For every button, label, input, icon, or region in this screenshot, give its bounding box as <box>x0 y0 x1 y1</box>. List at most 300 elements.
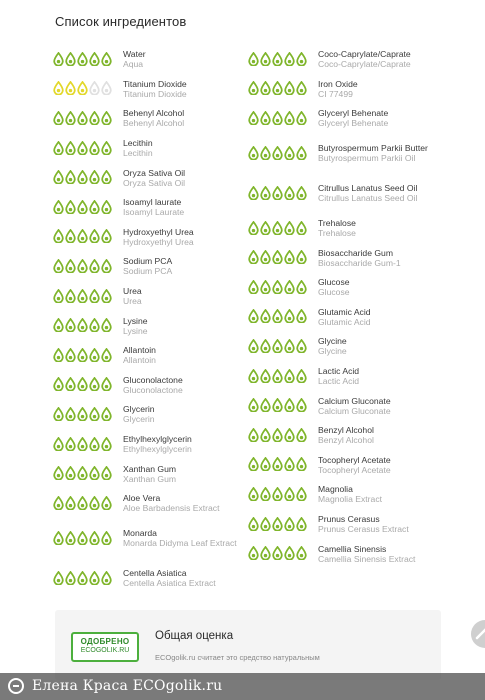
drop-icon <box>272 487 283 501</box>
drop-icon <box>77 111 88 125</box>
drop-icon <box>53 407 64 421</box>
ingredient-rating <box>248 280 318 294</box>
drop-icon <box>272 546 283 560</box>
drop-icon <box>89 318 100 332</box>
drop-icon <box>272 517 283 531</box>
ingredient-name: Citrullus Lanatus Seed Oil <box>318 183 418 194</box>
drop-icon <box>101 571 112 585</box>
ingredient-rating <box>248 546 318 560</box>
drop-icon <box>272 309 283 323</box>
drop-icon <box>65 531 76 545</box>
ingredient-name: Iron Oxide <box>318 78 358 89</box>
drop-icon <box>101 377 112 391</box>
drop-icon <box>89 407 100 421</box>
ingredient-rating <box>53 229 123 243</box>
ingredient-names <box>123 78 187 99</box>
ingredient-inci: Glycerin <box>123 414 155 425</box>
ingredient-rating <box>53 81 123 95</box>
drop-icon <box>248 546 259 560</box>
drop-icon <box>77 407 88 421</box>
drop-icon <box>53 200 64 214</box>
drop-icon <box>101 259 112 273</box>
drop-icon <box>284 339 295 353</box>
drop-icon <box>101 170 112 184</box>
drop-icon <box>296 111 307 125</box>
ingredient-names <box>123 433 192 454</box>
ingredient-row[interactable] <box>248 479 438 509</box>
drop-icon <box>77 289 88 303</box>
ingredient-names <box>318 395 391 416</box>
ingredient-row[interactable] <box>248 242 438 272</box>
ingredient-rating <box>248 457 318 471</box>
drop-icon <box>65 289 76 303</box>
drop-icon <box>89 52 100 66</box>
drop-icon <box>65 377 76 391</box>
ingredient-name: Behenyl Alcohol <box>123 108 185 119</box>
drop-icon <box>101 111 112 125</box>
ingredient-row[interactable] <box>248 74 438 104</box>
ingredient-names <box>123 196 184 217</box>
ingredient-name: Titanium Dioxide <box>123 78 187 89</box>
drop-icon <box>89 496 100 510</box>
drop-icon <box>65 170 76 184</box>
drop-icon <box>89 200 100 214</box>
ingredient-name: Magnolia <box>318 484 353 495</box>
drop-icon <box>65 318 76 332</box>
drop-icon <box>77 170 88 184</box>
ingredient-names <box>318 365 359 386</box>
ingredient-name: Tocopheryl Acetate <box>318 454 391 465</box>
ingredient-row[interactable] <box>53 103 248 133</box>
drop-icon <box>284 428 295 442</box>
ingredient-inci: Glyceryl Behenate <box>318 118 389 129</box>
drop-icon <box>272 250 283 264</box>
drop-icon <box>296 186 307 200</box>
drop-icon <box>89 348 100 362</box>
drop-icon <box>53 437 64 451</box>
ingredient-row[interactable] <box>248 173 438 213</box>
ingredient-name: Allantoin <box>123 345 156 356</box>
ingredient-row[interactable] <box>248 272 438 302</box>
ingredient-row[interactable] <box>248 44 438 74</box>
ingredient-rating <box>53 200 123 214</box>
drop-icon <box>284 369 295 383</box>
ingredient-names <box>318 335 347 356</box>
ingredient-names <box>123 48 146 69</box>
drop-icon <box>296 546 307 560</box>
drop-icon <box>272 369 283 383</box>
drop-icon <box>284 52 295 66</box>
ingredient-inci: Lactic Acid <box>318 376 360 387</box>
drop-icon <box>248 250 259 264</box>
ingredient-row[interactable] <box>53 192 248 222</box>
ingredient-row[interactable] <box>53 458 248 488</box>
drop-icon <box>53 531 64 545</box>
drop-icon <box>89 466 100 480</box>
ingredient-name: Glyceryl Behenate <box>318 108 389 119</box>
ingredient-row[interactable] <box>53 370 248 400</box>
drop-icon <box>89 229 100 243</box>
ingredient-inci: Glucose <box>318 287 350 298</box>
drop-icon <box>296 339 307 353</box>
ingredient-names <box>318 483 382 504</box>
drop-icon <box>101 348 112 362</box>
ingredient-row[interactable] <box>53 44 248 74</box>
ingredient-row[interactable] <box>53 310 248 340</box>
ingredient-rating <box>53 348 123 362</box>
drop-icon <box>260 339 271 353</box>
drop-icon <box>53 259 64 273</box>
ingredient-name: Lecithin <box>123 138 153 149</box>
ingredient-name: Aloe Vera <box>123 493 161 504</box>
drop-icon <box>89 259 100 273</box>
drop-icon <box>260 428 271 442</box>
drop-icon <box>77 437 88 451</box>
ingredient-names <box>123 167 185 188</box>
drop-icon <box>248 81 259 95</box>
drop-icon <box>260 369 271 383</box>
ingredient-names <box>318 543 415 564</box>
drop-icon <box>260 52 271 66</box>
drop-icon <box>272 52 283 66</box>
drop-icon <box>77 141 88 155</box>
ingredient-name: Trehalose <box>318 218 356 229</box>
ingredient-inci: Camellia Sinensis Extract <box>318 553 416 564</box>
ingredient-name: Glutamic Acid <box>318 306 371 317</box>
approved-stamp <box>71 632 139 662</box>
drop-icon <box>248 221 259 235</box>
drop-icon <box>53 229 64 243</box>
drop-icon <box>296 250 307 264</box>
drop-icon <box>77 377 88 391</box>
drop-icon <box>248 428 259 442</box>
drop-icon <box>248 280 259 294</box>
ingredient-row[interactable] <box>53 222 248 252</box>
ingredient-names <box>123 315 148 336</box>
ingredient-names <box>318 247 401 268</box>
drop-icon <box>53 170 64 184</box>
drop-icon <box>284 81 295 95</box>
ingredient-row[interactable] <box>53 74 248 104</box>
ingredient-rating <box>53 289 123 303</box>
ingredient-name: Urea <box>123 286 142 297</box>
drop-icon <box>65 348 76 362</box>
overall-rating-text: ECOgolik.ru считает это средство натуральным <box>155 653 320 662</box>
drop-icon <box>272 111 283 125</box>
ingredient-rating <box>248 487 318 501</box>
drop-icon <box>65 466 76 480</box>
drop-icon <box>284 487 295 501</box>
ingredient-names <box>318 217 356 238</box>
arrow-up-icon <box>475 626 485 642</box>
ingredient-name: Hydroxyethyl Urea <box>123 226 194 237</box>
page-title: Список ингредиентов <box>55 14 187 29</box>
ingredient-row[interactable] <box>248 538 438 568</box>
drop-icon <box>296 398 307 412</box>
ingredient-inci: Calcium Gluconate <box>318 405 391 416</box>
stamp-line-1: ОДОБРЕНО <box>80 637 130 646</box>
ingredient-name: Prunus Cerasus <box>318 514 380 525</box>
ingredient-rating <box>248 339 318 353</box>
ingredient-rating <box>248 52 318 66</box>
ingredient-name: Xanthan Gum <box>123 463 177 474</box>
ingredient-row[interactable] <box>248 133 438 173</box>
drop-icon <box>53 496 64 510</box>
ingredient-inci: Xanthan Gum <box>123 473 177 484</box>
drop-icon <box>89 170 100 184</box>
ingredient-inci: Aloe Barbadensis Extract <box>123 503 220 514</box>
scroll-to-top-button[interactable] <box>471 620 485 648</box>
drop-icon <box>248 398 259 412</box>
drop-icon <box>272 280 283 294</box>
drop-icon <box>260 280 271 294</box>
drop-icon <box>101 141 112 155</box>
drop-icon <box>65 200 76 214</box>
drop-icon <box>77 259 88 273</box>
ingredient-row[interactable] <box>53 162 248 192</box>
ingredient-inci: Behenyl Alcohol <box>123 118 185 129</box>
drop-icon <box>89 289 100 303</box>
ingredient-rating <box>53 52 123 66</box>
ingredient-names <box>123 255 172 276</box>
ingredient-rating <box>248 81 318 95</box>
ingredient-names <box>123 527 237 548</box>
ingredient-row[interactable] <box>248 450 438 480</box>
drop-icon <box>248 457 259 471</box>
watermark-text: Елена Краса ECOgolik.ru <box>32 678 223 694</box>
ingredient-row[interactable] <box>248 302 438 332</box>
drop-icon <box>272 457 283 471</box>
drop-icon <box>296 487 307 501</box>
drop-icon <box>296 52 307 66</box>
ingredient-rating <box>248 309 318 323</box>
drop-icon <box>260 186 271 200</box>
ingredient-row[interactable] <box>248 103 438 133</box>
ingredient-names <box>318 78 358 99</box>
ingredient-name: Monarda <box>123 528 157 538</box>
drop-icon <box>248 309 259 323</box>
drop-icon <box>65 52 76 66</box>
ingredient-rating <box>53 259 123 273</box>
ingredient-row[interactable] <box>53 340 248 370</box>
drop-icon <box>296 81 307 95</box>
ingredient-name: Glycine <box>318 336 347 347</box>
ingredient-row[interactable] <box>53 488 248 518</box>
drop-icon <box>89 141 100 155</box>
ingredient-rating <box>248 221 318 235</box>
drop-icon <box>101 229 112 243</box>
drop-icon <box>272 146 283 160</box>
ingredient-inci: Tocopheryl Acetate <box>318 464 391 475</box>
ingredient-row[interactable] <box>248 331 438 361</box>
ingredient-inci: Centella Asiatica Extract <box>123 578 216 588</box>
ingredient-row[interactable] <box>248 213 438 243</box>
drop-icon <box>248 487 259 501</box>
drop-icon <box>248 52 259 66</box>
drop-icon <box>89 377 100 391</box>
ingredient-row[interactable] <box>248 361 438 391</box>
drop-icon <box>53 52 64 66</box>
drop-icon <box>53 289 64 303</box>
drop-icon <box>77 52 88 66</box>
ingredient-rating <box>248 517 318 531</box>
drop-icon <box>101 437 112 451</box>
ingredient-row[interactable] <box>53 399 248 429</box>
ingredient-name: Centella Asiatica <box>123 568 187 578</box>
drop-icon <box>260 111 271 125</box>
drop-icon <box>284 111 295 125</box>
ingredient-name: Calcium Gluconate <box>318 395 391 406</box>
ingredient-row[interactable] <box>53 518 248 558</box>
drop-icon <box>65 259 76 273</box>
drop-icon <box>260 457 271 471</box>
ingredient-inci: Citrullus Lanatus Seed Oil <box>318 193 418 204</box>
drop-icon <box>89 531 100 545</box>
ingredient-name: Coco-Caprylate/Caprate <box>318 49 411 60</box>
watermark-bar <box>0 673 485 700</box>
ingredient-inci: Benzyl Alcohol <box>318 435 374 446</box>
drop-icon <box>248 111 259 125</box>
ingredient-inci: Oryza Sativa Oil <box>123 177 186 188</box>
drop-icon <box>77 496 88 510</box>
drop-icon <box>248 369 259 383</box>
drop-icon <box>101 81 112 95</box>
drop-icon <box>53 81 64 95</box>
drop-icon <box>272 398 283 412</box>
ingredient-names <box>123 285 142 306</box>
drop-icon <box>260 146 271 160</box>
ingredient-rating <box>248 369 318 383</box>
drop-icon <box>296 309 307 323</box>
ingredient-name: Sodium PCA <box>123 256 173 267</box>
drop-icon <box>65 496 76 510</box>
drop-icon <box>260 81 271 95</box>
drop-icon <box>77 531 88 545</box>
drop-icon <box>65 229 76 243</box>
ingredient-rating <box>53 571 123 585</box>
ingredient-row[interactable] <box>248 390 438 420</box>
ingredient-names <box>318 454 391 475</box>
ingredient-name: Butyrospermum Parkii Butter <box>318 143 428 154</box>
ingredient-inci: Trehalose <box>318 228 356 239</box>
ingredient-rating <box>53 496 123 510</box>
ingredient-name: Lysine <box>123 315 148 326</box>
drop-icon <box>77 81 88 95</box>
ingredient-names <box>123 403 155 424</box>
ingredient-inci: Aqua <box>123 59 144 70</box>
ingredient-names <box>123 344 156 365</box>
ingredient-inci: Glycine <box>318 346 347 357</box>
ingredient-row[interactable] <box>248 420 438 450</box>
ingredient-inci: Lysine <box>123 325 148 336</box>
drop-icon <box>101 466 112 480</box>
drop-icon <box>53 571 64 585</box>
drop-icon <box>101 407 112 421</box>
ingredients-right-column <box>248 44 438 568</box>
ingredient-rating <box>248 428 318 442</box>
ingredient-inci: Lecithin <box>123 148 153 159</box>
drop-icon <box>53 377 64 391</box>
ingredient-rating <box>248 186 318 200</box>
ingredient-names <box>318 142 428 163</box>
ingredient-row[interactable] <box>53 251 248 281</box>
drop-icon <box>296 517 307 531</box>
ingredient-inci: Isoamyl Laurate <box>123 207 185 218</box>
ingredient-name: Oryza Sativa Oil <box>123 167 186 178</box>
ingredient-names <box>318 513 409 534</box>
drop-icon <box>260 398 271 412</box>
ingredient-inci: Urea <box>123 296 142 307</box>
drop-icon <box>101 52 112 66</box>
drop-icon <box>53 348 64 362</box>
ingredient-rating <box>53 437 123 451</box>
drop-icon <box>296 369 307 383</box>
ingredient-name: Biosaccharide Gum <box>318 247 393 258</box>
drop-icon <box>248 517 259 531</box>
ingredient-name: Glycerin <box>123 404 155 415</box>
ingredient-inci: Ethylhexylglycerin <box>123 444 192 455</box>
drop-icon <box>77 229 88 243</box>
drop-icon <box>272 186 283 200</box>
drop-icon <box>260 309 271 323</box>
ingredients-left-column <box>53 44 248 598</box>
ingredient-names <box>123 137 153 158</box>
drop-icon <box>260 487 271 501</box>
ingredient-row[interactable] <box>53 133 248 163</box>
ingredient-rating <box>53 111 123 125</box>
drop-icon <box>89 81 100 95</box>
overall-rating-card <box>55 610 441 680</box>
ingredient-rating <box>53 466 123 480</box>
drop-icon <box>296 221 307 235</box>
ingredient-names <box>123 107 184 128</box>
ingredient-name: Water <box>123 49 146 60</box>
drop-icon <box>77 348 88 362</box>
drop-icon <box>248 186 259 200</box>
ingredient-row[interactable] <box>248 509 438 539</box>
drop-icon <box>65 571 76 585</box>
drop-icon <box>248 339 259 353</box>
drop-icon <box>101 496 112 510</box>
ingredient-row[interactable] <box>53 281 248 311</box>
ingredient-inci: Gluconolactone <box>123 384 183 395</box>
ingredient-names <box>123 567 216 588</box>
ingredient-inci: CI 77499 <box>318 88 353 99</box>
drop-icon <box>53 111 64 125</box>
drop-icon <box>272 221 283 235</box>
stamp-line-2: ECOGOLIK.RU <box>80 647 130 654</box>
drop-icon <box>77 571 88 585</box>
ingredient-inci: Titanium Dioxide <box>123 88 187 99</box>
drop-icon <box>77 466 88 480</box>
ingredient-names <box>123 374 183 395</box>
drop-icon <box>65 111 76 125</box>
ingredient-names <box>123 226 194 247</box>
ingredient-rating <box>53 407 123 421</box>
ingredient-row[interactable] <box>53 429 248 459</box>
drop-icon <box>284 309 295 323</box>
drop-icon <box>296 146 307 160</box>
drop-icon <box>101 200 112 214</box>
ingredient-inci: Glutamic Acid <box>318 316 371 327</box>
ingredient-row[interactable] <box>53 558 248 598</box>
ingredient-rating <box>53 377 123 391</box>
drop-icon <box>89 111 100 125</box>
ingredient-name: Ethylhexylglycerin <box>123 434 192 445</box>
ingredient-inci: Biosaccharide Gum-1 <box>318 257 401 268</box>
drop-icon <box>272 339 283 353</box>
ingredient-names <box>318 424 374 445</box>
